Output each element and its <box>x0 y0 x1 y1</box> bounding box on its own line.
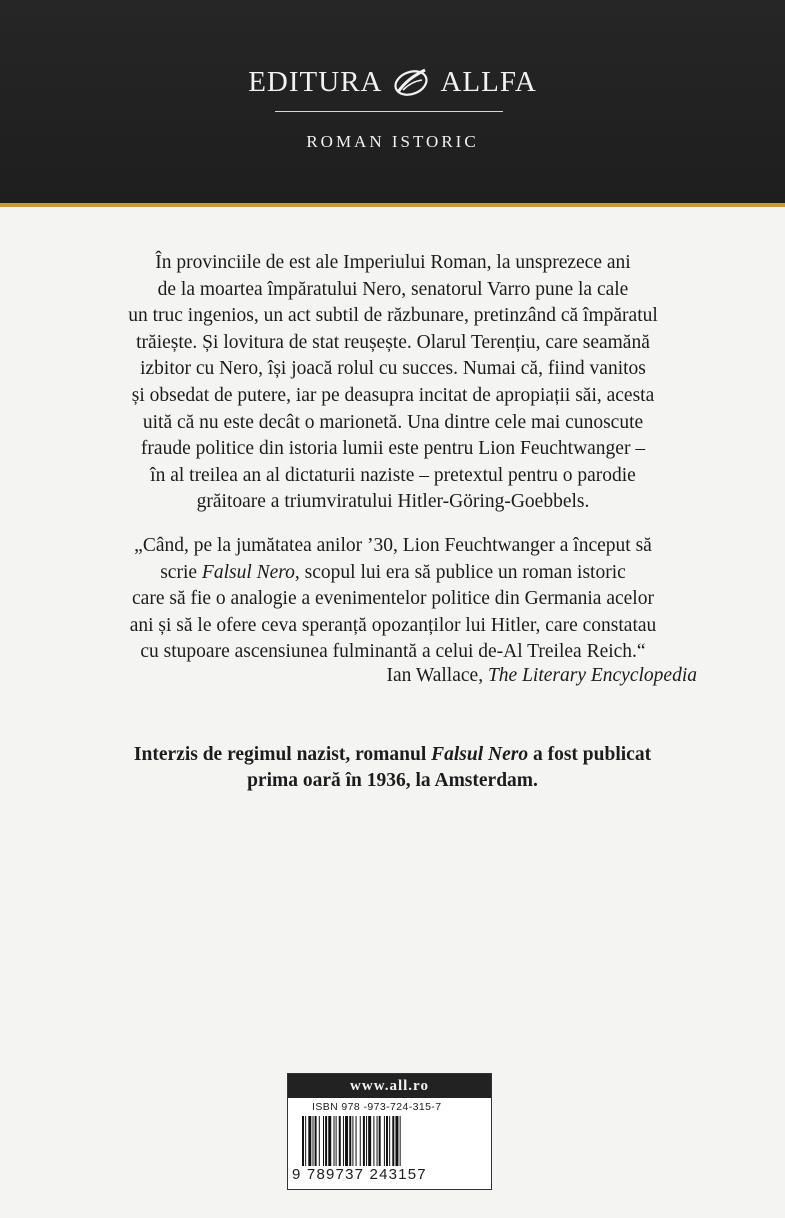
barcode-bar <box>368 1116 371 1168</box>
barcode-bar <box>334 1116 335 1168</box>
quote-line: care să fie o analogie a evenimentelor politice din Germania acelor <box>132 588 654 610</box>
barcode-bar <box>386 1116 388 1168</box>
barcode-bar <box>379 1116 381 1168</box>
barcode-bar <box>384 1116 385 1168</box>
book-blurb <box>90 250 696 666</box>
quote-line: „Când, pe la jumătatea anilor ’30, Lion Feuchtwanger a început să <box>134 534 652 556</box>
blurb-line: trăiește. Și lovitura de stat reușește. Olarul Terențiu, care seamănă <box>136 331 650 353</box>
note-text: prima oară în 1936, la Amsterdam. <box>247 770 538 791</box>
accent-stripe <box>0 203 785 207</box>
barcode-graphic <box>302 1116 478 1168</box>
quote-line: scrie <box>160 561 202 583</box>
barcode-bar <box>377 1116 378 1168</box>
blurb-line: grăitoare a triumviratului Hitler-Göring-Goebbels. <box>196 491 590 513</box>
quote-source: The Literary Encyclopedia <box>487 665 697 686</box>
book-title: Falsul Nero <box>201 561 295 583</box>
blurb-line: izbitor cu Nero, își joacă rolul cu succes. Numai că, fiind vanitos <box>140 358 646 380</box>
blurb-line: și obsedat de putere, iar pe deasupra incitat de apropiații săi, acesta <box>131 384 655 406</box>
note-book-title: Falsul Nero <box>431 744 529 765</box>
note-text: a fost publicat <box>528 744 652 765</box>
barcode-bar <box>315 1116 317 1168</box>
publisher-url: www.all.ro <box>288 1074 491 1098</box>
isbn-barcode-panel <box>287 1073 492 1190</box>
allfa-swirl-logo-icon <box>391 62 431 102</box>
barcode-bar <box>389 1116 390 1168</box>
barcode-bar <box>305 1116 306 1168</box>
barcode-bar <box>373 1116 374 1168</box>
barcode-bar <box>356 1116 357 1168</box>
barcode-bar <box>336 1116 337 1168</box>
barcode-bar <box>345 1116 348 1168</box>
barcode-bar <box>319 1116 320 1168</box>
barcode-digits: 9 789737 243157 <box>292 1166 488 1183</box>
blurb-line: de la moartea împăratului Nero, senatorul Varro pune la cale <box>157 278 629 300</box>
barcode-bar <box>328 1116 331 1168</box>
barcode-bar <box>302 1116 304 1168</box>
blurb-line: fraude politice din istoria lumii este pentru Lion Feuchtwanger – <box>140 438 646 460</box>
note-text: Interzis de regimul nazist, romanul <box>133 744 432 765</box>
blurb-line: În provinciile de est ale Imperiului Roman, la unsprezece ani <box>155 252 631 273</box>
barcode-bar <box>325 1116 327 1168</box>
barcode-bar <box>313 1116 314 1168</box>
quote-line: cu stupoare ascensiunea fulminantă a celui de-Al Treilea Reich.“ <box>140 641 646 663</box>
publisher-header <box>0 0 785 205</box>
barcode-bar <box>392 1116 394 1168</box>
barcode-bar <box>363 1116 365 1168</box>
publisher-brand <box>0 62 785 102</box>
quote-line: ani și să le ofere ceva speranță opozanților lui Hitler, care constatau <box>129 614 657 636</box>
quote-line: , scopul lui era să publice un roman istoric <box>294 561 626 583</box>
barcode-bar <box>395 1116 398 1168</box>
barcode-bar <box>339 1116 341 1168</box>
isbn-number: ISBN 978 -973-724-315-7 <box>312 1101 442 1113</box>
publisher-name-right: ALLFA <box>440 65 537 98</box>
barcode-bar <box>400 1116 401 1168</box>
header-divider <box>275 111 503 112</box>
barcode-bar <box>323 1116 324 1168</box>
review-quote <box>90 533 696 666</box>
blurb-paragraph <box>90 250 696 516</box>
blurb-line: uită că nu este decât o marionetă. Una dintre cele mai cunoscute <box>142 411 644 433</box>
barcode-bar <box>349 1116 351 1168</box>
series-title: ROMAN ISTORIC <box>306 132 479 151</box>
publisher-name-left: EDITURA <box>248 65 383 98</box>
barcode-bar <box>308 1116 311 1168</box>
quote-attribution <box>386 665 697 687</box>
barcode-bar <box>343 1116 344 1168</box>
barcode-bar <box>366 1116 367 1168</box>
blurb-line: un truc ingenios, un act subtil de răzbunare, pretinzând că împăratul <box>128 305 658 327</box>
blurb-line: în al treilea an al dictaturii naziste – pretextul pentru o parodie <box>150 464 636 486</box>
quote-author: Ian Wallace, <box>386 665 488 686</box>
barcode-bar <box>352 1116 353 1168</box>
barcode-bar <box>360 1116 361 1168</box>
publication-note <box>70 742 715 794</box>
